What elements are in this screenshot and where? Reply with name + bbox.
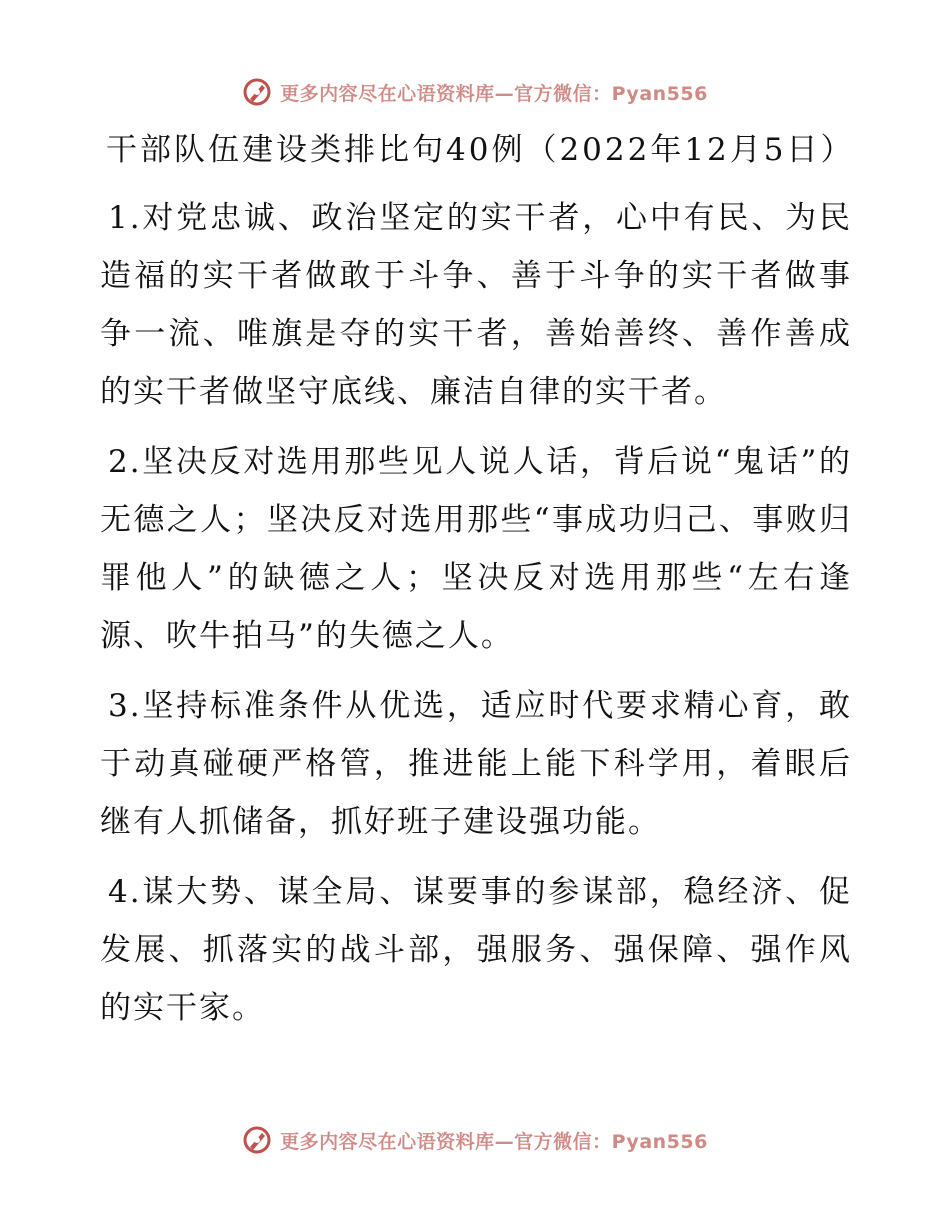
document-title: 干部队伍建设类排比句40例（2022年12月5日） xyxy=(106,132,855,168)
paragraph-number: 2. xyxy=(108,444,142,480)
paragraph-text: 坚持标准条件从优选，适应时代要求精心育，敢于动真碰硬严格管，推进能上能下科学用，着眼后继有人抓储备，抓好班子建设强功能。 xyxy=(100,688,852,840)
paragraph-text: 坚决反对选用那些见人说人话，背后说“鬼话”的无德之人；坚决反对选用那些“事成功归己、事败归罪他人”的缺德之人；坚决反对选用那些“左右逢源、吹牛拍马”的失德之人。 xyxy=(100,444,852,654)
paragraph-number: 3. xyxy=(108,688,142,724)
paragraph-text: 谋大势、谋全局、谋要事的参谋部，稳经济、促发展、抓落实的战斗部，强服务、强保障、强作风的实干家。 xyxy=(100,874,852,1026)
paragraph-number: 1. xyxy=(108,200,142,236)
pen-circle-logo-icon xyxy=(242,77,272,107)
watermark-banner-bottom xyxy=(0,1120,950,1160)
watermark-banner-top xyxy=(0,72,950,112)
document-body xyxy=(100,125,855,1049)
paragraph-text: 对党忠诚、政治坚定的实干者，心中有民、为民造福的实干者做敢于斗争、善于斗争的实干者做事争一流、唯旗是夺的实干者，善始善终、善作善成的实干者做坚守底线、廉洁自律的实干者。 xyxy=(100,200,852,410)
paragraph-number: 4. xyxy=(108,874,142,910)
watermark-text: 更多内容尽在心语资料库—官方微信：Pyan556 xyxy=(280,82,708,105)
paragraph-3 xyxy=(100,677,852,851)
paragraph-2 xyxy=(100,433,852,665)
pen-circle-logo-icon xyxy=(242,1125,272,1155)
paragraph-1 xyxy=(100,189,852,421)
watermark-text: 更多内容尽在心语资料库—官方微信：Pyan556 xyxy=(280,1130,708,1153)
paragraph-4 xyxy=(100,863,852,1037)
